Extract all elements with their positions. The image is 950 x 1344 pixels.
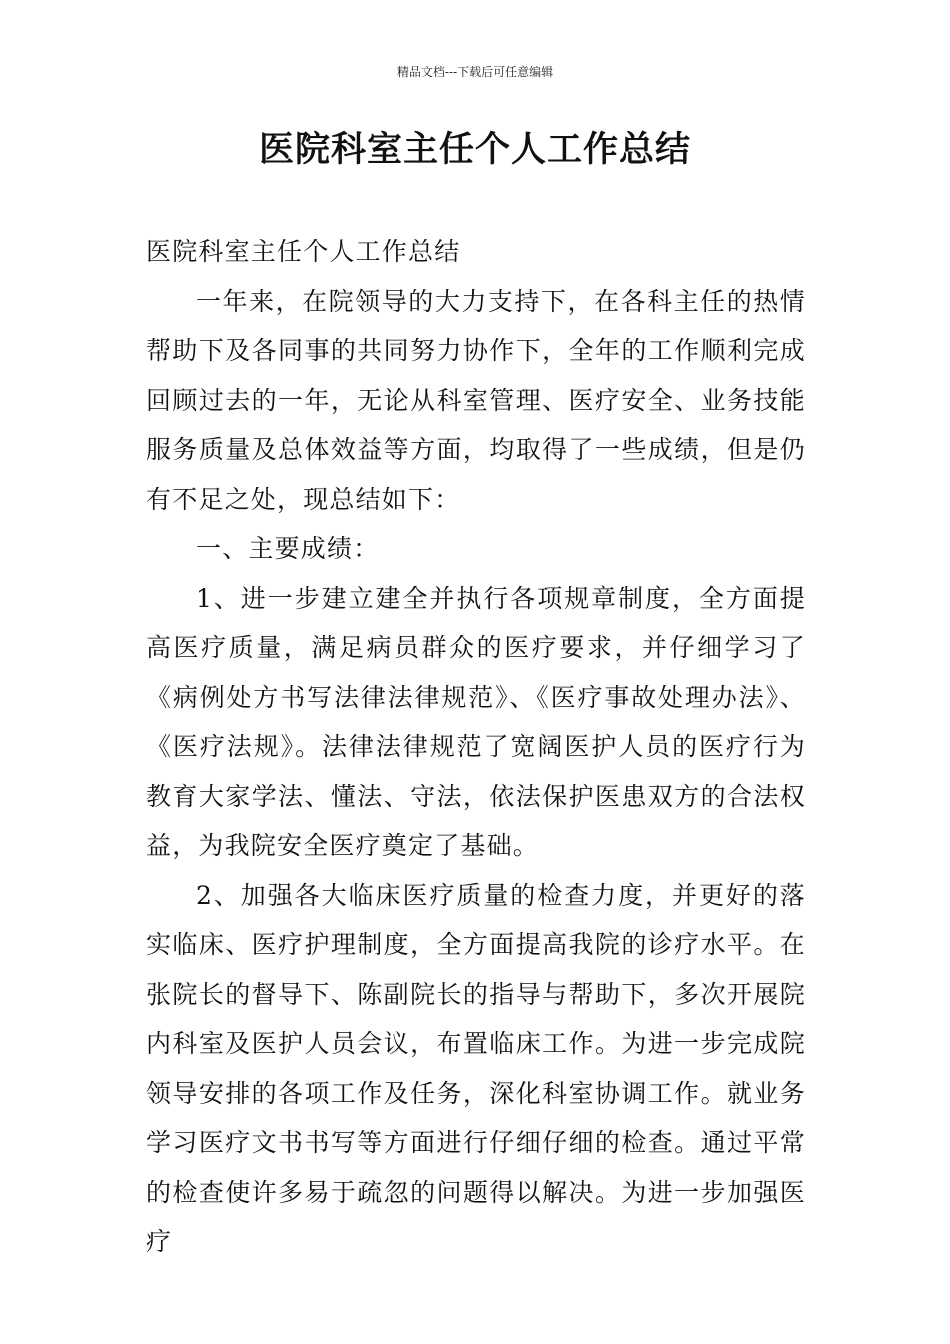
paragraph-item-1: 1、进一步建立建全并执行各项规章制度，全方面提高医疗质量，满足病员群众的医疗要求，并仔细学习了《病例处方书写法律法律规范》、《医疗事故处理办法》、《医疗法规》。法律法律规范了宽阔医护人员的医疗行为教育大家学法、懂法、守法，依法保护医患双方的合法权益，为我院安全医疗奠定了基础。 bbox=[146, 583, 806, 860]
document-title: 医院科室主任个人工作总结 bbox=[258, 130, 691, 170]
document-body bbox=[146, 227, 806, 1267]
paragraph-intro: 一年来，在院领导的大力支持下，在各科主任的热情帮助下及各同事的共同努力协作下，全年的工作顺利完成回顾过去的一年，无论从科室管理、医疗安全、业务技能服务质量及总体效益等方面，均取得了一些成绩，但是仍有不足之处，现总结如下： bbox=[146, 286, 806, 514]
document-subtitle: 医院科室主任个人工作总结 bbox=[146, 237, 461, 266]
paragraph-item-2: 2、加强各大临床医疗质量的检查力度，并更好的落实临床、医疗护理制度，全方面提高我院的诊疗水平。在张院长的督导下、陈副院长的指导与帮助下，多次开展院内科室及医护人员会议，布置临床工作。为进一步完成院领导安排的各项工作及任务，深化科室协调工作。就业务学习医疗文书书写等方面进行仔细仔细的检查。通过平常的检查使许多易于疏忽的问题得以解决。为进一步加强医疗 bbox=[146, 880, 806, 1256]
header-note: 精品文档---下载后可任意编辑 bbox=[396, 65, 554, 79]
section-heading-main-achievements: 一、主要成绩： bbox=[196, 534, 380, 563]
